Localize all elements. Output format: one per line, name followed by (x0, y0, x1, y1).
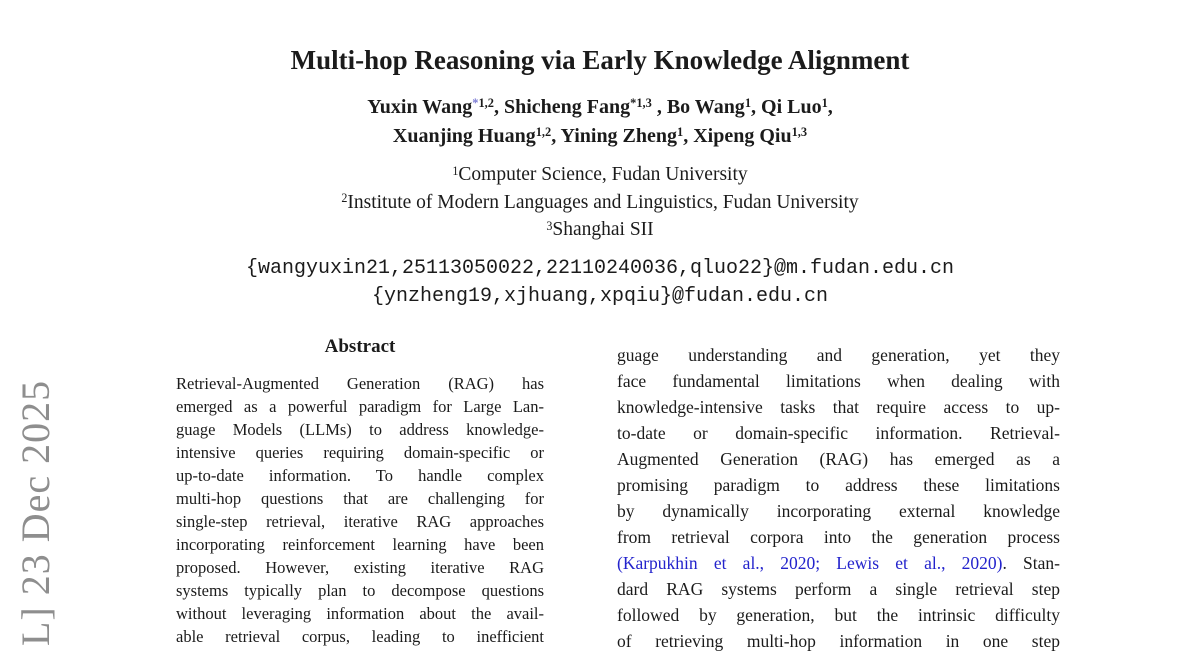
affiliation-number: 2 (341, 191, 348, 206)
affiliation-line-3 (0, 217, 1200, 245)
author-separator: , (651, 96, 667, 118)
author-name: Shicheng Fang (503, 96, 631, 118)
paper-title: Multi-hop Reasoning via Early Knowledge Alignment (290, 45, 910, 75)
text-line: face fundamental limitations when dealing with (617, 371, 1060, 391)
text-line-clipped: of retrieving multi-hop information in one step (617, 631, 1060, 651)
text-line: single-step retrieval, iterative RAG approaches (176, 512, 544, 531)
author-separator: , (551, 125, 561, 147)
author-name: Xuanjing Huang (392, 125, 536, 147)
text-line: intensive queries requiring domain-specific or (176, 443, 544, 462)
affiliation-block (0, 162, 1200, 245)
text-line: knowledge-intensive tasks that require access to up- (617, 397, 1060, 417)
affiliation-marker: 1,3 (791, 125, 808, 140)
thanks-asterisk: * (472, 96, 479, 111)
affiliation-marker: 1,2 (535, 125, 552, 140)
abstract-heading: Abstract (324, 336, 396, 357)
text-line: systems typically plan to decompose questions (176, 581, 544, 600)
affiliation-number: 3 (546, 218, 553, 233)
affiliation-marker: 1 (744, 96, 752, 111)
affiliation-marker: 1,2 (478, 96, 494, 111)
affiliation-number: 1 (452, 163, 459, 178)
citation-link[interactable]: (Karpukhin et al., 2020; Lewis et al., 2020) (617, 553, 1003, 573)
citation-tail-text: . Stan- (1002, 553, 1060, 573)
author-separator: , (751, 96, 762, 118)
author-separator: , (683, 125, 694, 147)
text-line: by dynamically incorporating external knowledge (617, 501, 1060, 521)
author-name: Xipeng Qiu (693, 125, 792, 147)
text-line: multi-hop questions that are challenging for (176, 489, 544, 508)
text-line: without leveraging information about the avail- (176, 604, 544, 623)
affiliation-marker: *1,3 (630, 96, 652, 111)
affiliation-text: Institute of Modern Languages and Linguistics, Fudan University (347, 191, 859, 213)
email-block (0, 255, 1200, 311)
author-name: Yining Zheng (560, 125, 678, 147)
text-line: emerged as a powerful paradigm for Large Lan- (176, 397, 544, 416)
text-line: incorporating reinforcement learning have been (176, 535, 544, 554)
affiliation-line-2 (0, 190, 1200, 218)
text-line: guage Models (LLMs) to address knowledge- (176, 420, 544, 439)
text-line (617, 550, 1060, 576)
text-line: Augmented Generation (RAG) has emerged as a (617, 449, 1060, 469)
text-line: Retrieval-Augmented Generation (RAG) has (176, 374, 544, 393)
author-name: Bo Wang (666, 96, 745, 118)
intro-column (617, 334, 1060, 654)
affiliation-text: Computer Science, Fudan University (458, 164, 748, 185)
email-line-2: {ynzheng19,xjhuang,xpqiu}@fudan.edu.cn (371, 284, 829, 308)
author-line-2 (0, 123, 1200, 152)
affiliation-text: Shanghai SII (552, 219, 654, 240)
text-line-clipped: able retrieval corpus, leading to inefficient (176, 627, 544, 646)
affiliation-marker: 1 (821, 96, 828, 111)
text-line: proposed. However, existing iterative RAG (176, 558, 544, 577)
author-separator: , (827, 96, 833, 118)
affiliation-marker: 1 (677, 125, 684, 140)
text-line: followed by generation, but the intrinsic difficulty (617, 605, 1060, 625)
affiliation-line-1 (0, 162, 1200, 190)
author-block (0, 94, 1200, 152)
paper-header (0, 0, 1200, 311)
email-line-1: {wangyuxin21,25113050022,22110240036,qluo22}@m.fudan.edu.cn (245, 256, 955, 280)
text-line: to-date or domain-specific information. Retrieval- (617, 423, 1060, 443)
author-separator: , (493, 96, 504, 118)
text-line: from retrieval corpora into the generation process (617, 527, 1060, 547)
text-line: up-to-date information. To handle complex (176, 466, 544, 485)
text-line: dard RAG systems perform a single retrieval step (617, 579, 1060, 599)
arxiv-stamp: L] 23 Dec 2025 (13, 379, 58, 646)
abstract-body (176, 372, 544, 648)
text-line: promising paradigm to address these limitations (617, 475, 1060, 495)
text-line: guage understanding and generation, yet they (617, 345, 1060, 365)
author-line-1 (0, 94, 1200, 123)
author-name: Yuxin Wang (367, 96, 473, 118)
abstract-section (140, 336, 580, 648)
author-name: Qi Luo (761, 96, 822, 118)
